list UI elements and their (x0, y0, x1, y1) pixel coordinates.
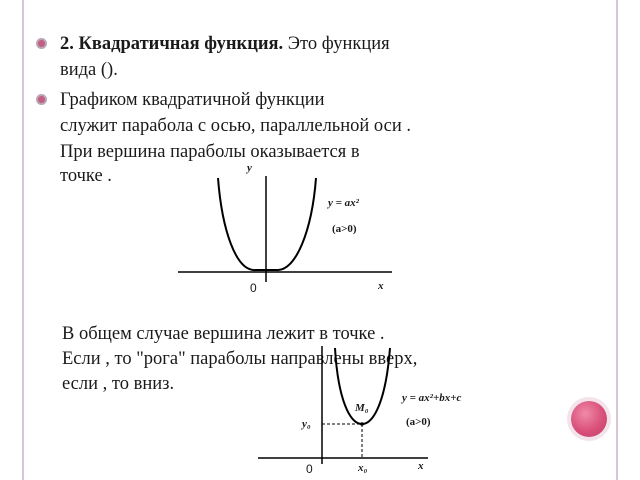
graph2-origin-label: 0 (306, 462, 313, 476)
bullet2-line3: При вершина параболы оказывается в (60, 142, 360, 162)
bullet2-line2: служит парабола с осью, параллельной оси . (60, 116, 411, 136)
decorative-circle (571, 401, 607, 437)
graph2-formula: y = ax²+bx+c (402, 392, 462, 404)
bullet-marker (36, 38, 47, 49)
graph2-vertex-label: M₀ (355, 402, 369, 414)
paragraph-line3: если , то вниз. (62, 374, 175, 394)
graph2-x0-label: x₀ (358, 462, 368, 474)
bullet1-heading: 2. Квадратичная функция. (60, 34, 284, 54)
graph2-condition: (a>0) (406, 416, 431, 428)
graph1-origin-label: 0 (250, 281, 257, 295)
bullet2-line4: точке . (60, 166, 112, 186)
graph1-formula: y = ax² (328, 197, 359, 209)
graph1-condition: (a>0) (332, 223, 357, 235)
graph1-y-label: y (247, 162, 252, 174)
bullet2-line1: Графиком квадратичной функции (60, 90, 325, 110)
paragraph-line2: Если , то "рога" параболы направлены вверх, (62, 349, 418, 369)
bullet1-line2: вида (). (60, 60, 118, 80)
graph2-x-label: x (418, 460, 424, 472)
bullet1-rest: Это функция (283, 34, 390, 54)
graph2-y0-label: y₀ (302, 418, 311, 430)
bullet1-line1 (60, 32, 390, 56)
bullet-marker (36, 94, 47, 105)
graph1-x-label: x (378, 280, 384, 292)
paragraph-line1: В общем случае вершина лежит в точке . (62, 324, 385, 344)
